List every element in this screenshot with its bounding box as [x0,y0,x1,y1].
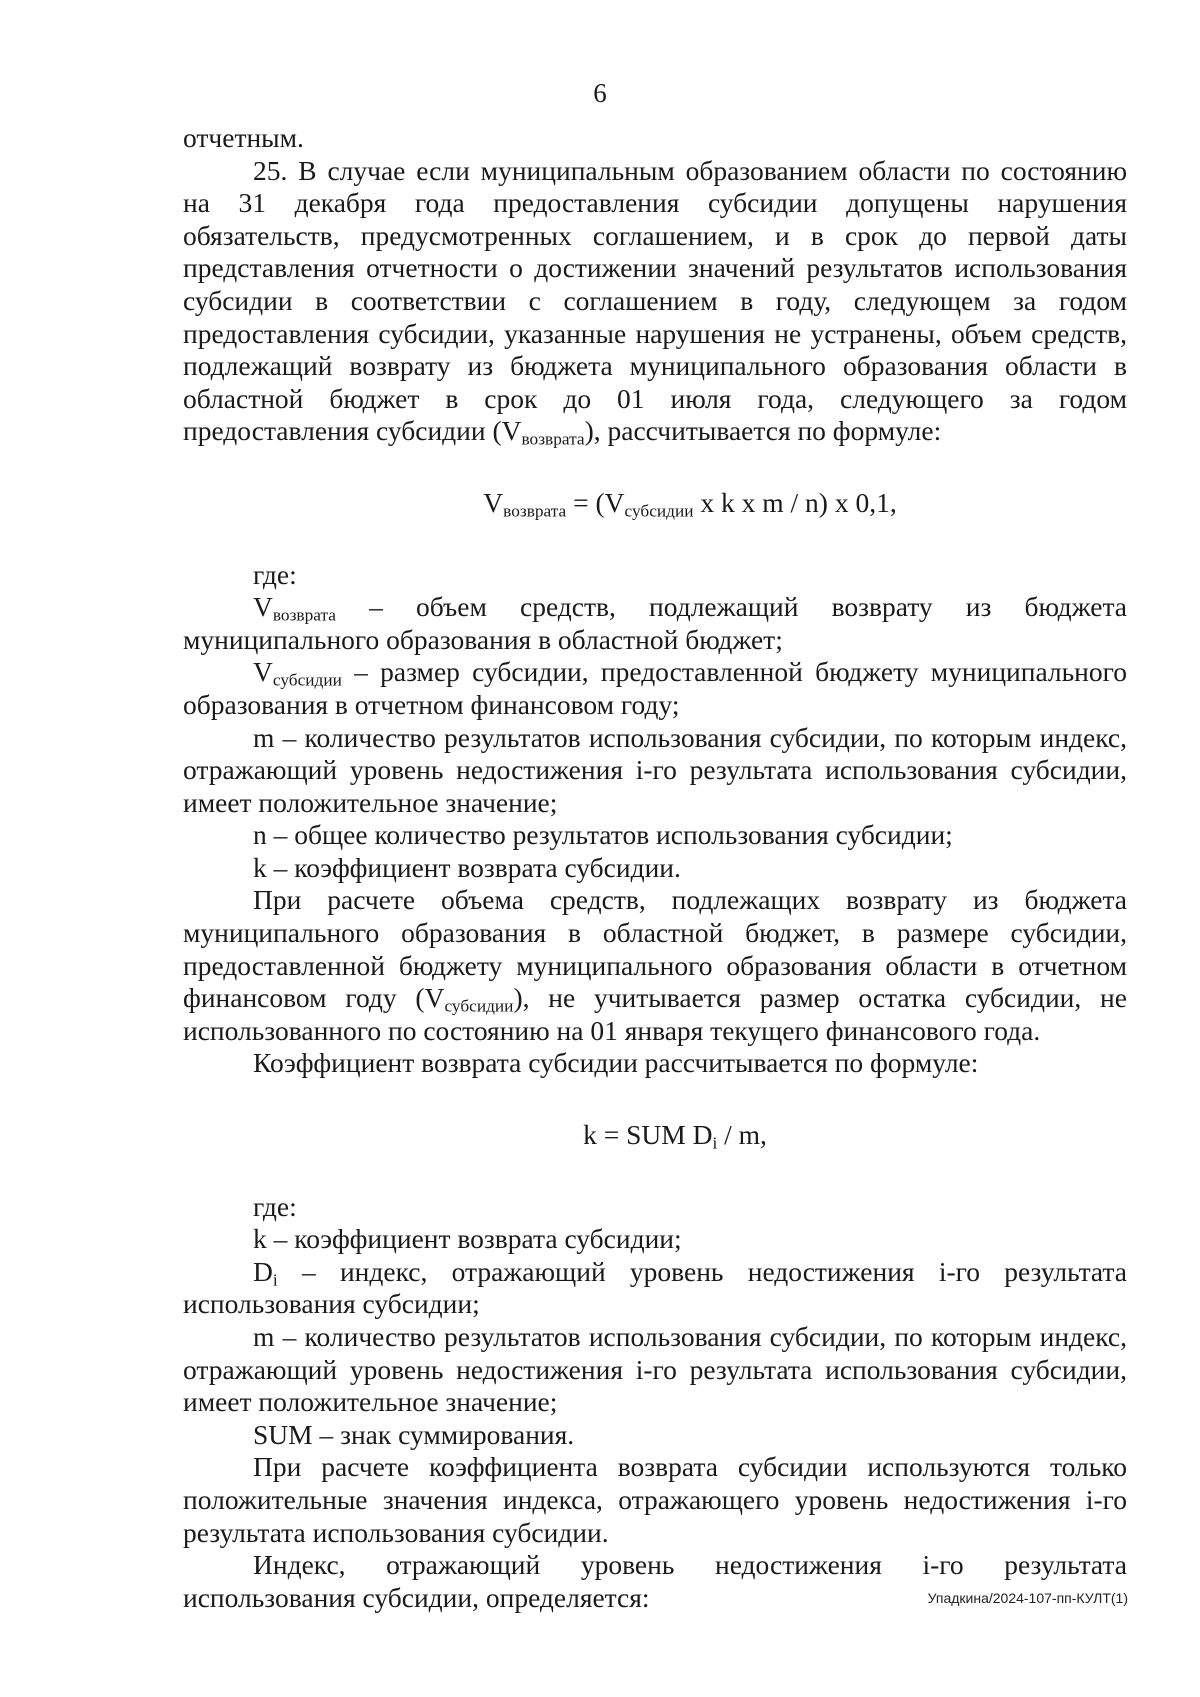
page-number: 6 [593,78,607,108]
formula-coefficient: k = SUM $D_i$ / m, [583,1119,767,1153]
definition-k: k – коэффициент возврата субсидии. [253,851,681,883]
paragraph-index-definition: Индекс, отражающий уровень недостижения i-го результата использования субсидии, определяется: [183,1549,1127,1613]
document-body [183,122,1127,1614]
definition-v-return: $V_{возврата}$ – объем средств, подлежащий возврату из бюджета муниципального образования в областной бюджет; [183,591,1127,655]
paragraph-positive-values: При расчете коэффициента возврата субсидии используются только положительные значения индекса, отражающего уровень недостижения i-го результата использования субсидии. [183,1451,1127,1548]
paragraph-25: 25. В случае если муниципальным образованием области по состоянию на 31 декабря года предоставления субсидии допущены нарушения обязательств, предусмотренных соглашением, и в срок до первой даты представления отчетности о достижении значений результатов использования субсидии в соответствии с соглашением в году, следующем за годом предоставления субсидии, указанные нарушения не устранены, объем средств, подлежащий возврату из бюджета муниципального образования области в областной бюджет в срок до 01 июля года, следующего за годом предоставления субсидии $(V_{возврата})$, рассчитывается по формуле: [183,154,1127,449]
paragraph-calculation-note: При расчете объема средств, подлежащих возврату из бюджета муниципального образования в областной бюджет, в размере субсидии, предоставленной бюджету муниципального образования области в отчетном финансовом году $(V_{субсидии})$, не учитывается размер остатка субсидии, не использованного по состоянию на 01 января текущего финансового года. [183,884,1127,1046]
where-label-2: где: [253,1190,297,1222]
definition-m-2: m – количество результатов использования субсидии, по которым индекс, отражающий уровень недостижения i-го результата использования субсидии, имеет положительное значение; [183,1321,1127,1418]
definition-sum: SUM – знак суммирования. [253,1418,575,1450]
definition-k-2: k – коэффициент возврата субсидии; [253,1223,682,1255]
definition-m: m – количество результатов использования субсидии, по которым индекс, отражающий уровень недостижения i-го результата использования субсидии, имеет положительное значение; [183,721,1127,818]
paragraph-coefficient-intro: Коэффициент возврата субсидии рассчитывается по формуле: [253,1047,979,1079]
definition-n: n – общее количество результатов использования субсидии; [253,819,953,851]
definition-d-i: $D_i$ – индекс, отражающий уровень недостижения i-го результата использования субсидии; [183,1255,1127,1320]
formula-return-volume: $V_{возврата} = (V_{субсидии}$ x k x m / n) x 0,1, [483,486,897,521]
paragraph-continuation: отчетным. [183,122,304,153]
document-code-footer: Упадкина/2024-107-пп-КУЛТ(1) [927,1590,1128,1606]
where-label: где: [253,558,297,590]
definition-v-subsidy: $V_{субсидии}$ – размер субсидии, предоставленной бюджету муниципального образования в отчетном финансовом году; [183,656,1127,720]
